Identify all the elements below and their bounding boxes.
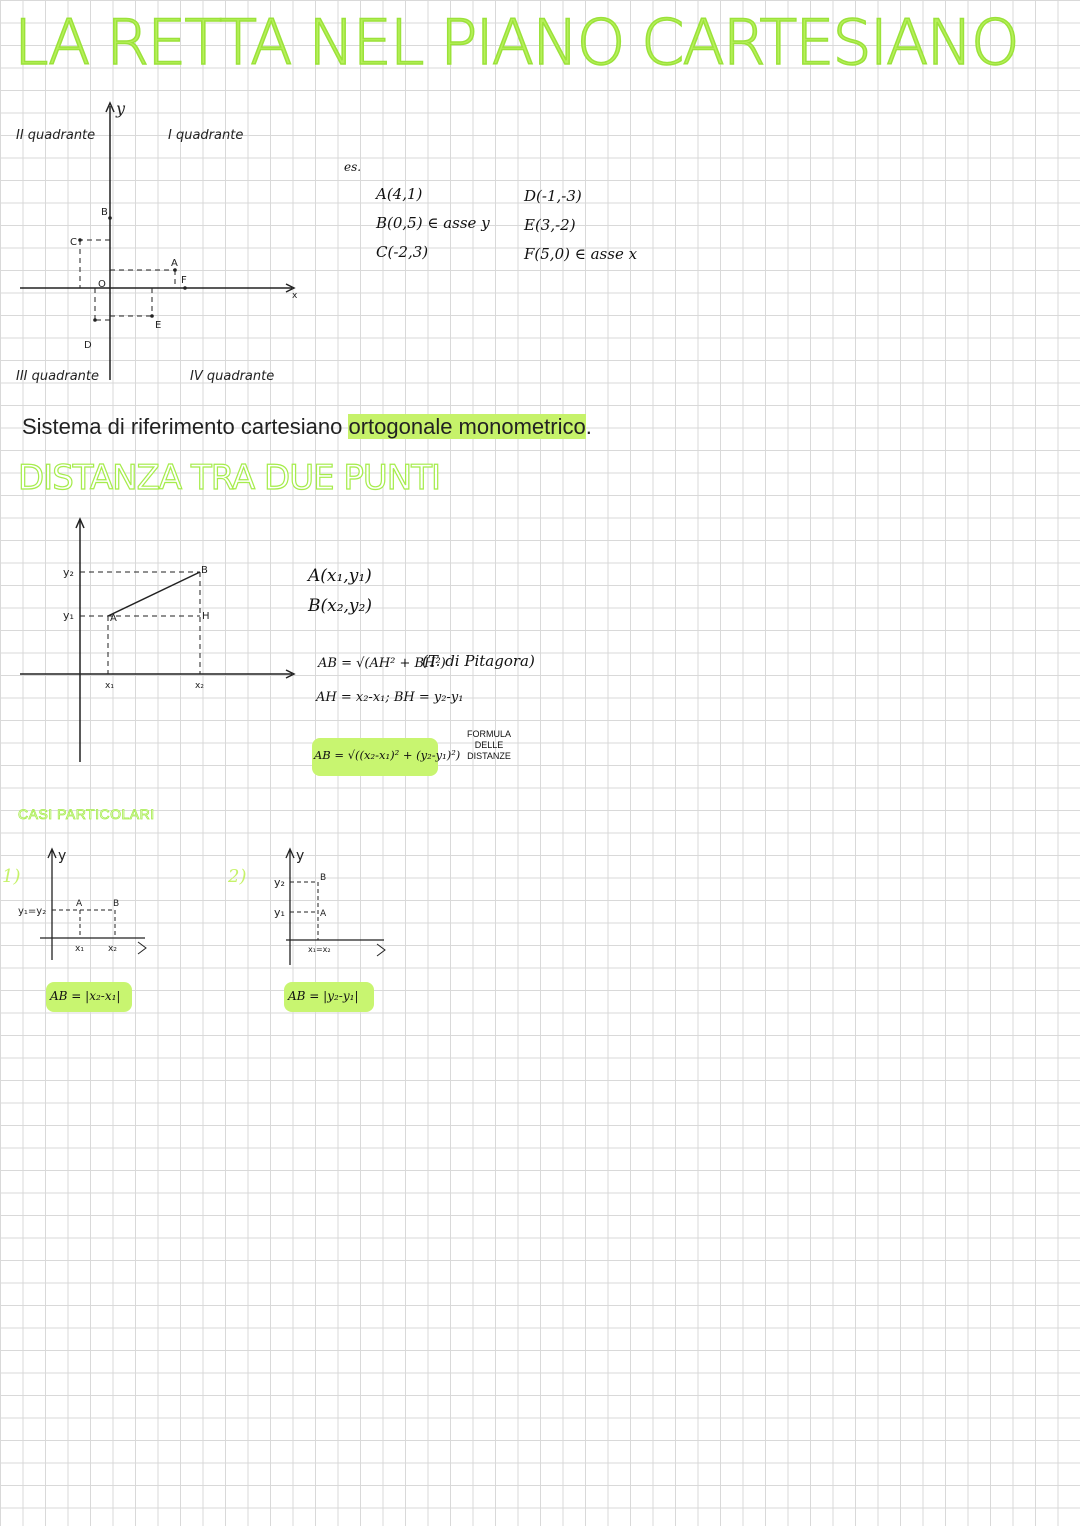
label-b: B bbox=[101, 207, 108, 218]
label-h: H bbox=[202, 611, 210, 622]
point-d bbox=[93, 318, 97, 322]
point-a-general: A(x₁,y₁) bbox=[308, 566, 372, 586]
case-1-number: 1) bbox=[2, 866, 21, 887]
point-b-coords: B(0,5) ∈ asse y bbox=[376, 214, 490, 232]
distance-diagram bbox=[0, 510, 310, 770]
system-description: Sistema di riferimento cartesiano ortogonale monometrico. bbox=[22, 414, 592, 439]
quadrant-2-label: II quadrante bbox=[16, 128, 96, 143]
page-title: LA RETTA NEL PIANO CARTESIANO bbox=[14, 6, 1018, 79]
case-2-number: 2) bbox=[228, 866, 247, 887]
point-f-coords: F(5,0) ∈ asse x bbox=[524, 245, 638, 263]
case-2-diagram bbox=[260, 840, 400, 970]
quadrant-3-label: III quadrante bbox=[16, 369, 99, 384]
svg-text:B: B bbox=[113, 899, 120, 909]
quadrant-1-label: I quadrante bbox=[168, 128, 244, 143]
svg-text:A: A bbox=[76, 899, 83, 909]
svg-text:B: B bbox=[320, 873, 327, 883]
svg-text:y₁=y₂: y₁=y₂ bbox=[18, 906, 47, 917]
y2-label: y₂ bbox=[63, 566, 74, 579]
case-2-formula: AB = |y₂-y₁| bbox=[288, 989, 359, 1003]
case-1-formula: AB = |x₂-x₁| bbox=[50, 989, 121, 1003]
case-1-diagram bbox=[0, 840, 160, 970]
x-axis-label: x bbox=[292, 291, 298, 301]
label-c: C bbox=[70, 237, 77, 248]
point-b bbox=[108, 216, 112, 220]
special-cases-heading: CASI PARTICOLARI bbox=[18, 806, 155, 822]
svg-text:y₂: y₂ bbox=[274, 876, 285, 889]
formula-label: FORMULA DELLE DISTANZE bbox=[466, 729, 511, 761]
points-list-right bbox=[524, 182, 637, 269]
label-a: A bbox=[171, 258, 178, 269]
svg-text:A: A bbox=[320, 909, 327, 919]
legs-formula: AH = x₂-x₁; BH = y₂-y₁ bbox=[316, 690, 464, 705]
pythagoras-note: (T. di Pitagora) bbox=[422, 652, 535, 670]
point-e-coords: E(3,-2) bbox=[524, 216, 576, 234]
svg-text:x₂: x₂ bbox=[108, 944, 117, 954]
label-f: F bbox=[181, 275, 187, 286]
segment-ab bbox=[108, 572, 200, 616]
point-e bbox=[150, 314, 154, 318]
label-b: B bbox=[201, 565, 208, 576]
label-d: D bbox=[84, 340, 92, 351]
svg-text:y: y bbox=[58, 848, 67, 864]
quadrant-4-label: IV quadrante bbox=[190, 369, 275, 384]
label-a: A bbox=[110, 613, 117, 624]
point-c bbox=[78, 238, 82, 242]
points-list-left bbox=[376, 180, 490, 267]
svg-text:x₁: x₁ bbox=[75, 944, 84, 954]
svg-text:y: y bbox=[296, 848, 305, 864]
label-e: E bbox=[155, 320, 162, 331]
y1-label: y₁ bbox=[63, 609, 74, 622]
point-b-general: B(x₂,y₂) bbox=[308, 596, 372, 616]
cartesian-plane-diagram bbox=[0, 90, 330, 390]
system-highlight: ortogonale monometrico bbox=[348, 414, 586, 439]
svg-text:x₁=x₂: x₁=x₂ bbox=[308, 945, 331, 954]
point-a-coords: A(4,1) bbox=[376, 185, 423, 203]
pythagoras-formula: AB = √(AH² + BH²) bbox=[318, 656, 446, 671]
example-mark: es. bbox=[344, 160, 362, 174]
svg-text:y₁: y₁ bbox=[274, 906, 285, 919]
point-d-coords: D(-1,-3) bbox=[524, 187, 582, 205]
point-f bbox=[183, 286, 187, 290]
x1-label: x₁ bbox=[105, 681, 114, 691]
x2-label: x₂ bbox=[195, 681, 204, 691]
point-c-coords: C(-2,3) bbox=[376, 243, 429, 261]
distance-formula: AB = √((x₂-x₁)² + (y₂-y₁)²) bbox=[314, 748, 461, 762]
y-axis-label: y bbox=[116, 99, 126, 118]
origin-label: O bbox=[98, 279, 106, 290]
distance-heading: DISTANZA TRA DUE PUNTI bbox=[18, 458, 441, 498]
